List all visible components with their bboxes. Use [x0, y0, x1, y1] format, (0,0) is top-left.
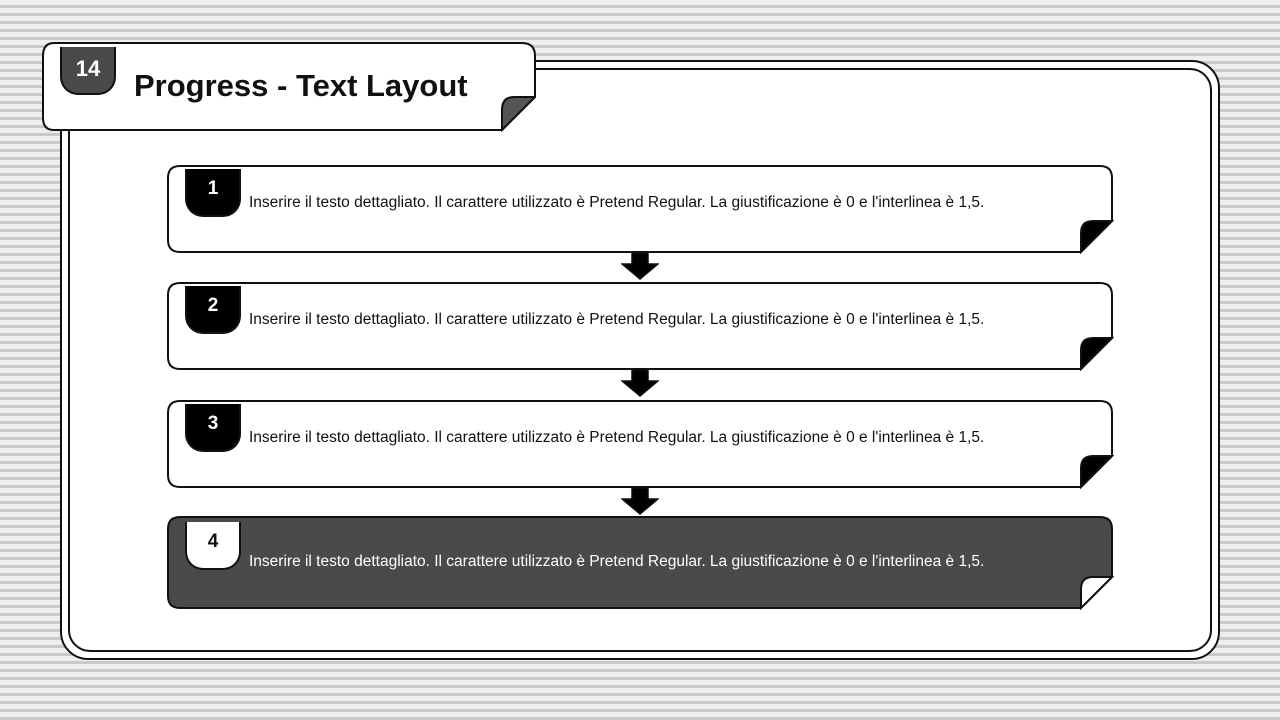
folded-corner-icon: [1081, 221, 1112, 252]
slide-title: Progress - Text Layout: [134, 68, 468, 103]
folded-corner-icon: [502, 97, 535, 130]
step-number-badge: 4: [185, 522, 241, 570]
down-arrow-icon: [621, 252, 659, 280]
folded-corner-icon: [1081, 456, 1112, 487]
folded-corner-icon: [1081, 577, 1112, 608]
slide-number-badge: 14: [60, 47, 116, 95]
step-number-badge: 1: [185, 169, 241, 217]
folded-corner-icon: [1081, 338, 1112, 369]
step-box: [167, 165, 1114, 254]
down-arrow-icon: [621, 487, 659, 515]
step-box: [167, 282, 1114, 371]
step-text: Inserire il testo dettagliato. Il carattere utilizzato è Pretend Regular. La giustificazione è 0 e l'interlinea è 1,5.: [249, 194, 985, 211]
step-box: [167, 516, 1114, 610]
step-box: [167, 400, 1114, 489]
step-text: Inserire il testo dettagliato. Il carattere utilizzato è Pretend Regular. La giustificazione è 0 e l'interlinea è 1,5.: [249, 311, 985, 328]
step-text: Inserire il testo dettagliato. Il carattere utilizzato è Pretend Regular. La giustificazione è 0 e l'interlinea è 1,5.: [249, 553, 985, 570]
down-arrow-icon: [621, 369, 659, 397]
step-number-badge: 3: [185, 404, 241, 452]
step-number-badge: 2: [185, 286, 241, 334]
step-text: Inserire il testo dettagliato. Il carattere utilizzato è Pretend Regular. La giustificazione è 0 e l'interlinea è 1,5.: [249, 429, 985, 446]
